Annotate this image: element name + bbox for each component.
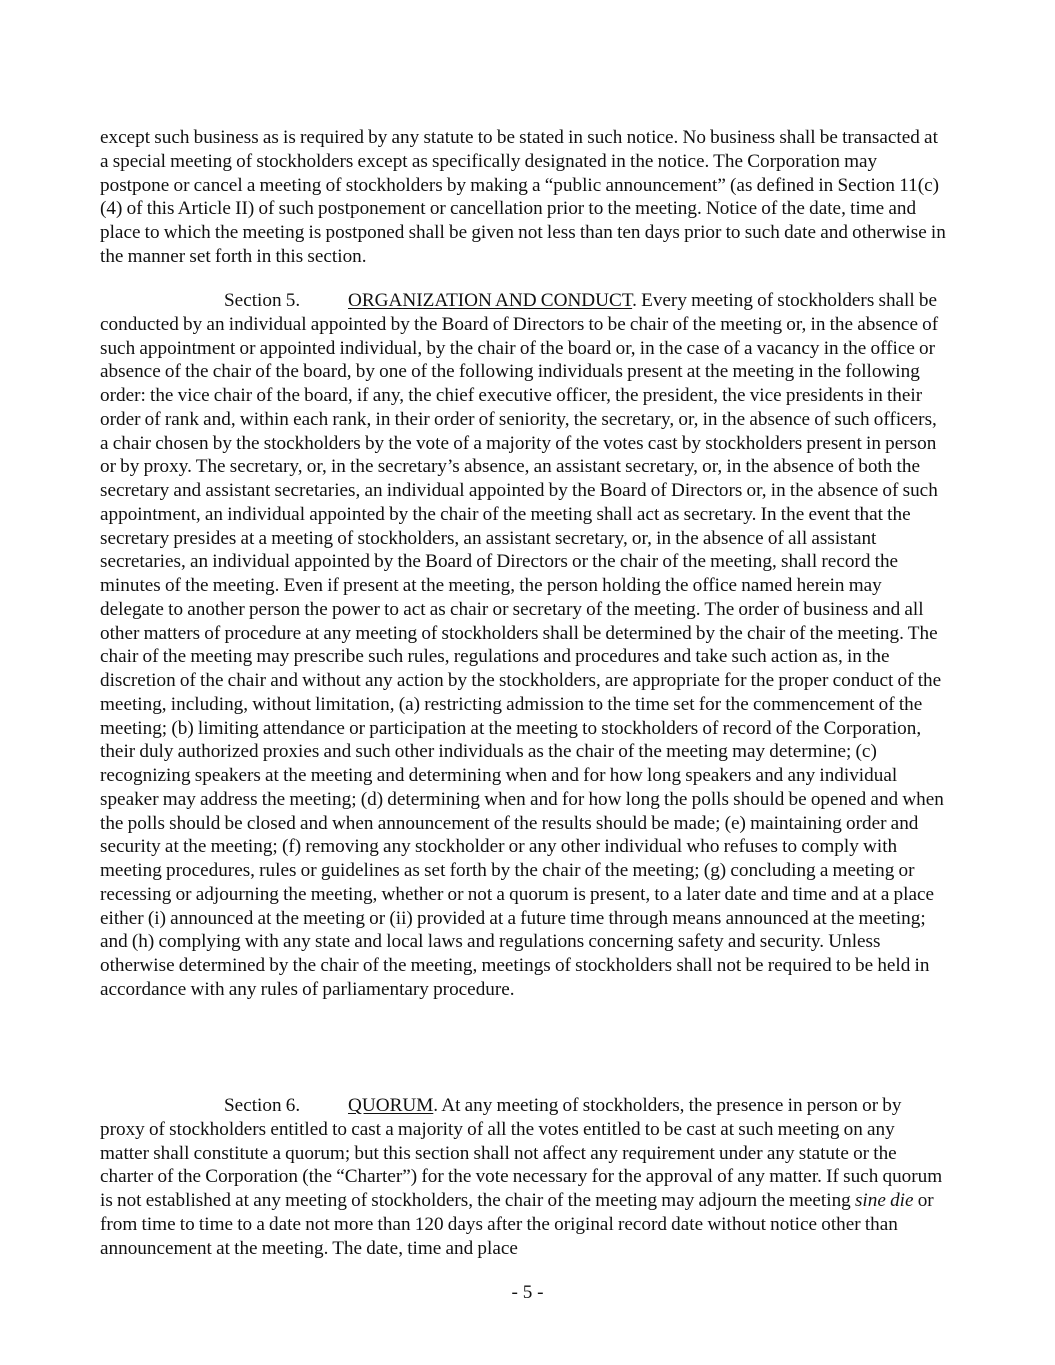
paragraph-1-text: except such business as is required by any statute to be stated in such notice. No business shall be transacted at a special meeting of stockholders except as specifically designated in the notice. The Corporation may postpone or cancel a meeting of stockholders by making a “public announcement” (as defined in Section 11(c)(4) of this Article II) of such postponement or cancellation prior to the meeting. Notice of the date, time and place to which the meeting is postponed shall be given not less than ten days prior to such date and otherwise in the manner set forth in this section. xyxy=(100,127,946,267)
section-5-text: . Every meeting of stockholders shall be conducted by an individual appointed by the Board of Directors to be chair of the meeting or, in the absence of such appointment or appointed individual, by the chair of the board or, in the case of a vacancy in the office or absence of the chair of the board, by one of the following individuals present at the meeting in the following order: the vice chair of the board, if any, the chief executive officer, the president, the vice presidents in their order of rank and, within each rank, in their order of seniority, the secretary, or, in the absence of such officers, a chair chosen by the stockholders by the vote of a majority of the votes cast by stockholders present in person or by proxy. The secretary, or, in the secretary’s absence, an assistant secretary, or, in the absence of both the secretary and assistant secretaries, an individual appointed by the Board of Directors or, in the absence of such appointment, an individual appointed by the chair of the meeting shall act as secretary. In the event that the secretary presides at a meeting of stockholders, an assistant secretary, or, in the absence of all assistant secretaries, an individual appointed by the Board of Directors or the chair of the meeting, shall record the minutes of the meeting. Even if present at the meeting, the person holding the office named herein may delegate to another person the power to act as chair or secretary of the meeting. The order of business and all other matters of procedure at any meeting of stockholders shall be determined by the chair of the meeting. The chair of the meeting may prescribe such rules, regulations and procedures and take such action as, in the discretion of the chair and without any action by the stockholders, are appropriate for the proper conduct of the meeting, including, without limitation, (a) restricting admission to the time set for the commencement of the meeting; (b) limiting attendance or participation at the meeting to stockholders of record of the Corporation, their duly authorized proxies and such other individuals as the chair of the meeting may determine; (c) recognizing speakers at the meeting and determining when and for how long speakers and any individual speaker may address the meeting; (d) determining when and for how long the polls should be opened and when the polls should be closed and when announcement of the results should be made; (e) maintaining order and security at the meeting; (f) removing any stockholder or any other individual who refuses to comply with meeting procedures, rules or guidelines as set forth by the chair of the meeting; (g) concluding a meeting or recessing or adjourning the meeting, whether or not a quorum is present, to a later date and time and at a place either (i) announced at the meeting or (ii) provided at a future time through means announced at the meeting; and (h) complying with any state and local laws and regulations concerning safety and security. Unless otherwise determined by the chair of the meeting, meetings of stockholders shall not be required to be held in accordance with any rules of parliamentary procedure. xyxy=(100,290,944,1000)
section-6-label: Section 6. xyxy=(224,1095,301,1116)
section-6-text-before-italic: . At any meeting of stockholders, the presence in person or by proxy of stockholders entitled to cast a majority of all the votes entitled to be cast at such meeting on any matter shall constitute a quorum; but this section shall not affect any requirement under any statute or the charter of the Corporation (the “Charter”) for the vote necessary for the approval of any matter. If such quorum is not established at any meeting of stockholders, the chair of the meeting may adjourn the meeting xyxy=(100,1095,943,1211)
section-6-italic-term: sine die xyxy=(854,1190,914,1211)
section-6-text-after-italic: or from time to time to a date not more than 120 days after the original record date without notice other than announcement at the meeting. The date, time and place xyxy=(100,1190,934,1259)
section-6-quorum xyxy=(100,1094,946,1260)
paragraph-notice-continuation xyxy=(100,126,946,269)
section-5-title: ORGANIZATION AND CONDUCT xyxy=(348,290,633,311)
section-5-organization-and-conduct xyxy=(100,289,946,1002)
section-5-label: Section 5. xyxy=(224,290,301,311)
page-number: - 5 - xyxy=(511,1282,544,1303)
section-6-title: QUORUM xyxy=(348,1095,434,1116)
